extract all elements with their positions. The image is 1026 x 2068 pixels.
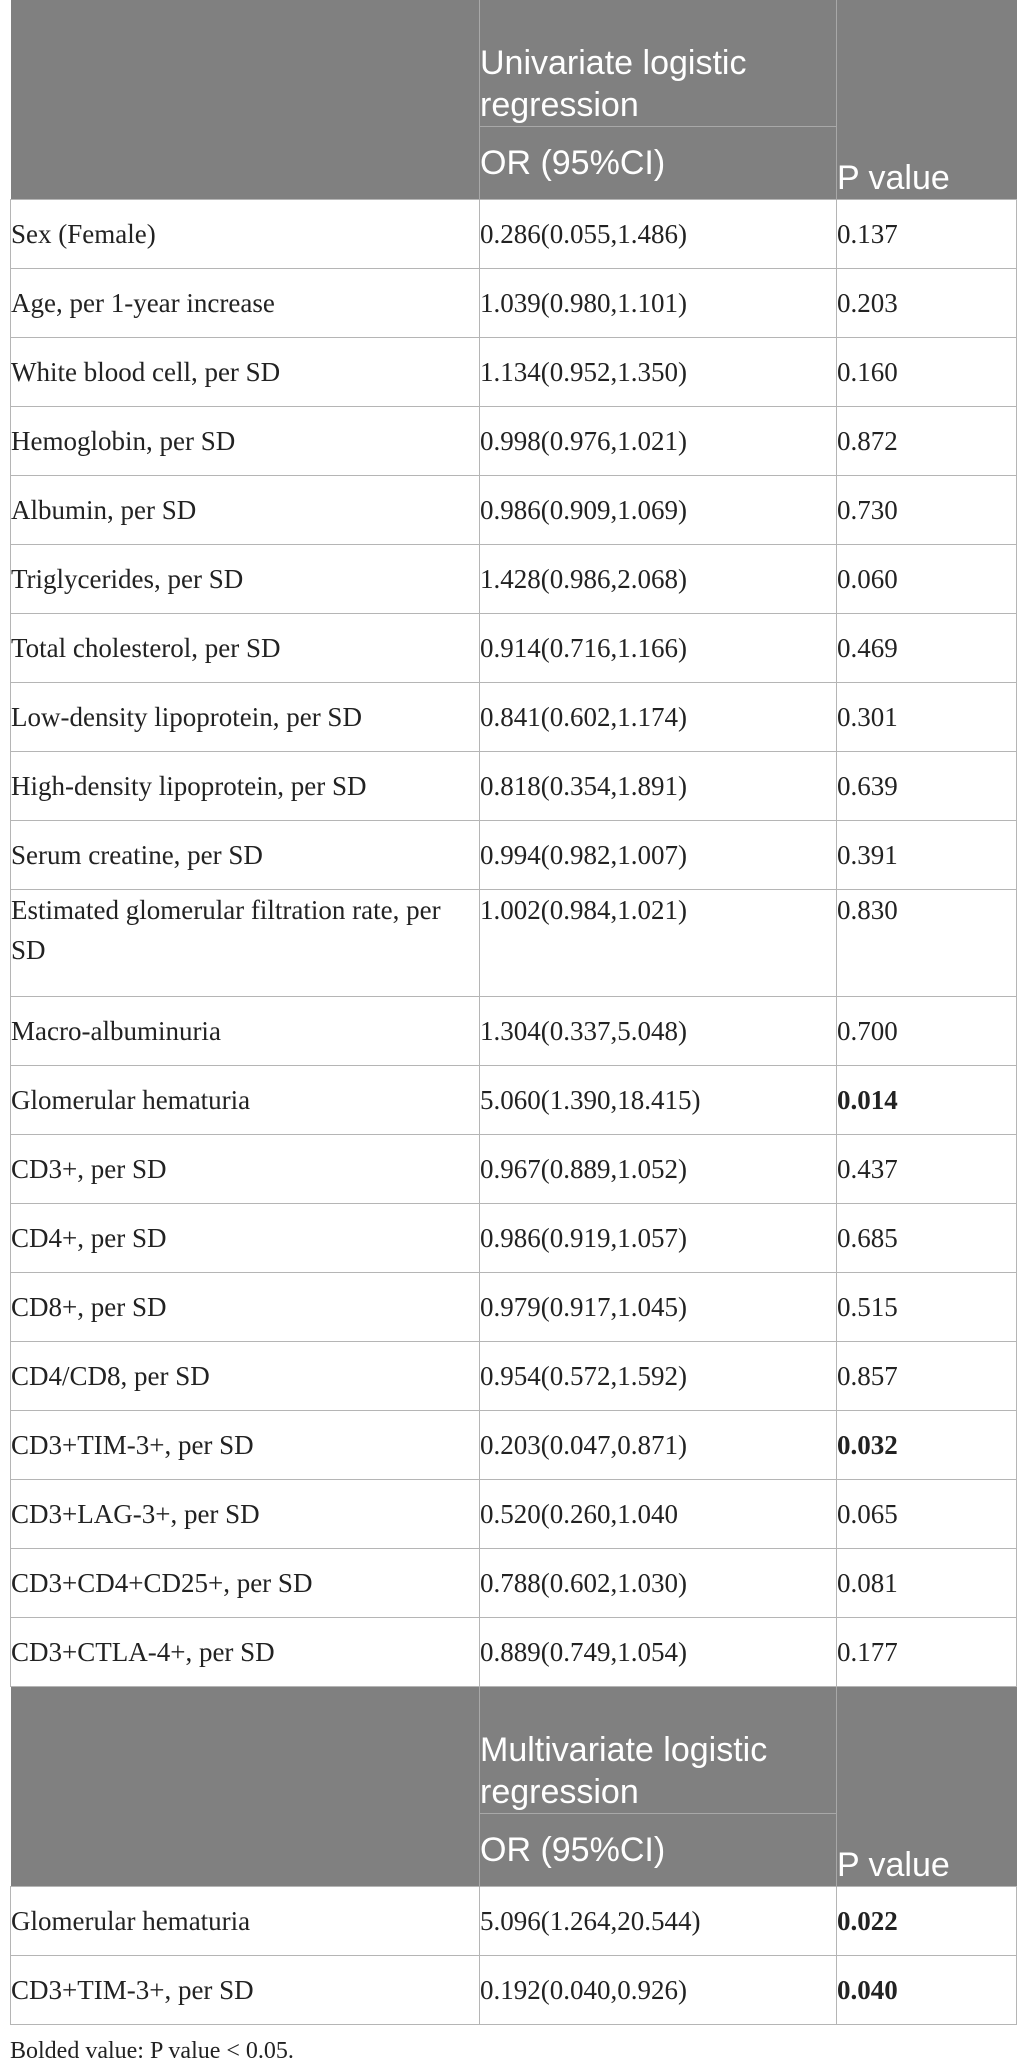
or-ci-cell: 0.889(0.749,1.054): [480, 1618, 837, 1687]
p-value-cell: 0.700: [837, 997, 1017, 1066]
or-ci-cell: 0.986(0.919,1.057): [480, 1204, 837, 1273]
or-ci-cell: 0.520(0.260,1.040: [480, 1480, 837, 1549]
variable-cell: Albumin, per SD: [11, 476, 480, 545]
variable-cell: CD3+TIM-3+, per SD: [11, 1956, 480, 2025]
table-row: [11, 1618, 1017, 1687]
p-value-cell: 0.391: [837, 821, 1017, 890]
variable-cell: Low-density lipoprotein, per SD: [11, 683, 480, 752]
or-ci-cell: 0.841(0.602,1.174): [480, 683, 837, 752]
regression-table: [10, 0, 1017, 2025]
table-row: [11, 269, 1017, 338]
p-value-cell: 0.301: [837, 683, 1017, 752]
univariate-header-row: [11, 0, 1017, 127]
or-ci-cell: 0.994(0.982,1.007): [480, 821, 837, 890]
table-row: [11, 1204, 1017, 1273]
or-ci-cell: 0.203(0.047,0.871): [480, 1411, 837, 1480]
or-ci-cell: 0.967(0.889,1.052): [480, 1135, 837, 1204]
variable-cell: Macro-albuminuria: [11, 997, 480, 1066]
p-value-cell: 0.060: [837, 545, 1017, 614]
variable-cell: Sex (Female): [11, 200, 480, 269]
or-ci-cell: 0.979(0.917,1.045): [480, 1273, 837, 1342]
table-row: [11, 476, 1017, 545]
table-row: [11, 614, 1017, 683]
p-value-cell: 0.830: [837, 890, 1017, 997]
variable-cell: Serum creatine, per SD: [11, 821, 480, 890]
table-row: [11, 752, 1017, 821]
table-row: [11, 338, 1017, 407]
univariate-title: Univariate logistic regression: [480, 0, 837, 127]
table-row: [11, 1411, 1017, 1480]
table-row: [11, 1956, 1017, 2025]
p-value-cell: 0.437: [837, 1135, 1017, 1204]
table-row: [11, 1135, 1017, 1204]
variable-cell: High-density lipoprotein, per SD: [11, 752, 480, 821]
or-ci-cell: 1.039(0.980,1.101): [480, 269, 837, 338]
variable-cell: CD3+CTLA-4+, per SD: [11, 1618, 480, 1687]
variable-cell: Triglycerides, per SD: [11, 545, 480, 614]
or-ci-cell: 0.914(0.716,1.166): [480, 614, 837, 683]
multivariate-header-row: [11, 1687, 1017, 1814]
p-value-cell: 0.014: [837, 1066, 1017, 1135]
p-value-cell: 0.203: [837, 269, 1017, 338]
variable-cell: CD3+TIM-3+, per SD: [11, 1411, 480, 1480]
or-ci-cell: 0.192(0.040,0.926): [480, 1956, 837, 2025]
table-row: [11, 1887, 1017, 1956]
variable-cell: CD4+, per SD: [11, 1204, 480, 1273]
p-value-cell: 0.032: [837, 1411, 1017, 1480]
p-value-cell: 0.872: [837, 407, 1017, 476]
or-ci-cell: 1.428(0.986,2.068): [480, 545, 837, 614]
variable-cell: Hemoglobin, per SD: [11, 407, 480, 476]
variable-cell: CD3+, per SD: [11, 1135, 480, 1204]
table-row: [11, 997, 1017, 1066]
variable-cell: Glomerular hematuria: [11, 1887, 480, 1956]
variable-cell: Total cholesterol, per SD: [11, 614, 480, 683]
or-ci-cell: 5.096(1.264,20.544): [480, 1887, 837, 1956]
or-ci-cell: 1.002(0.984,1.021): [480, 890, 837, 997]
table-row: [11, 683, 1017, 752]
table-footnote: Bolded value: P value < 0.05.: [10, 2038, 294, 2064]
variable-cell: CD3+LAG-3+, per SD: [11, 1480, 480, 1549]
p-value-cell: 0.685: [837, 1204, 1017, 1273]
p-value-cell: 0.639: [837, 752, 1017, 821]
p-value-cell: 0.022: [837, 1887, 1017, 1956]
univariate-or-header: OR (95%CI): [480, 127, 837, 200]
variable-cell: CD3+CD4+CD25+, per SD: [11, 1549, 480, 1618]
variable-cell: CD4/CD8, per SD: [11, 1342, 480, 1411]
multivariate-or-header: OR (95%CI): [480, 1814, 837, 1887]
header-blank-cell: [11, 0, 480, 200]
p-value-cell: 0.857: [837, 1342, 1017, 1411]
variable-cell: White blood cell, per SD: [11, 338, 480, 407]
p-value-cell: 0.177: [837, 1618, 1017, 1687]
or-ci-cell: 5.060(1.390,18.415): [480, 1066, 837, 1135]
or-ci-cell: 0.954(0.572,1.592): [480, 1342, 837, 1411]
or-ci-cell: 0.986(0.909,1.069): [480, 476, 837, 545]
p-value-cell: 0.137: [837, 200, 1017, 269]
variable-cell: Glomerular hematuria: [11, 1066, 480, 1135]
table-row: [11, 890, 1017, 997]
variable-cell: Estimated glomerular filtration rate, per SD: [11, 890, 480, 997]
or-ci-cell: 0.788(0.602,1.030): [480, 1549, 837, 1618]
table-row: [11, 1066, 1017, 1135]
table-row: [11, 821, 1017, 890]
univariate-p-header: P value: [837, 0, 1017, 200]
p-value-cell: 0.730: [837, 476, 1017, 545]
or-ci-cell: 0.998(0.976,1.021): [480, 407, 837, 476]
variable-cell: Age, per 1-year increase: [11, 269, 480, 338]
header-blank-cell: [11, 1687, 480, 1887]
p-value-cell: 0.160: [837, 338, 1017, 407]
table-row: [11, 1342, 1017, 1411]
table-row: [11, 1273, 1017, 1342]
p-value-cell: 0.469: [837, 614, 1017, 683]
multivariate-p-header: P value: [837, 1687, 1017, 1887]
or-ci-cell: 1.304(0.337,5.048): [480, 997, 837, 1066]
table-row: [11, 1549, 1017, 1618]
p-value-cell: 0.515: [837, 1273, 1017, 1342]
table-row: [11, 1480, 1017, 1549]
or-ci-cell: 1.134(0.952,1.350): [480, 338, 837, 407]
variable-cell: CD8+, per SD: [11, 1273, 480, 1342]
p-value-cell: 0.040: [837, 1956, 1017, 2025]
p-value-cell: 0.081: [837, 1549, 1017, 1618]
table-row: [11, 200, 1017, 269]
multivariate-title: Multivariate logistic regression: [480, 1687, 837, 1814]
table-row: [11, 407, 1017, 476]
or-ci-cell: 0.818(0.354,1.891): [480, 752, 837, 821]
table-row: [11, 545, 1017, 614]
p-value-cell: 0.065: [837, 1480, 1017, 1549]
or-ci-cell: 0.286(0.055,1.486): [480, 200, 837, 269]
